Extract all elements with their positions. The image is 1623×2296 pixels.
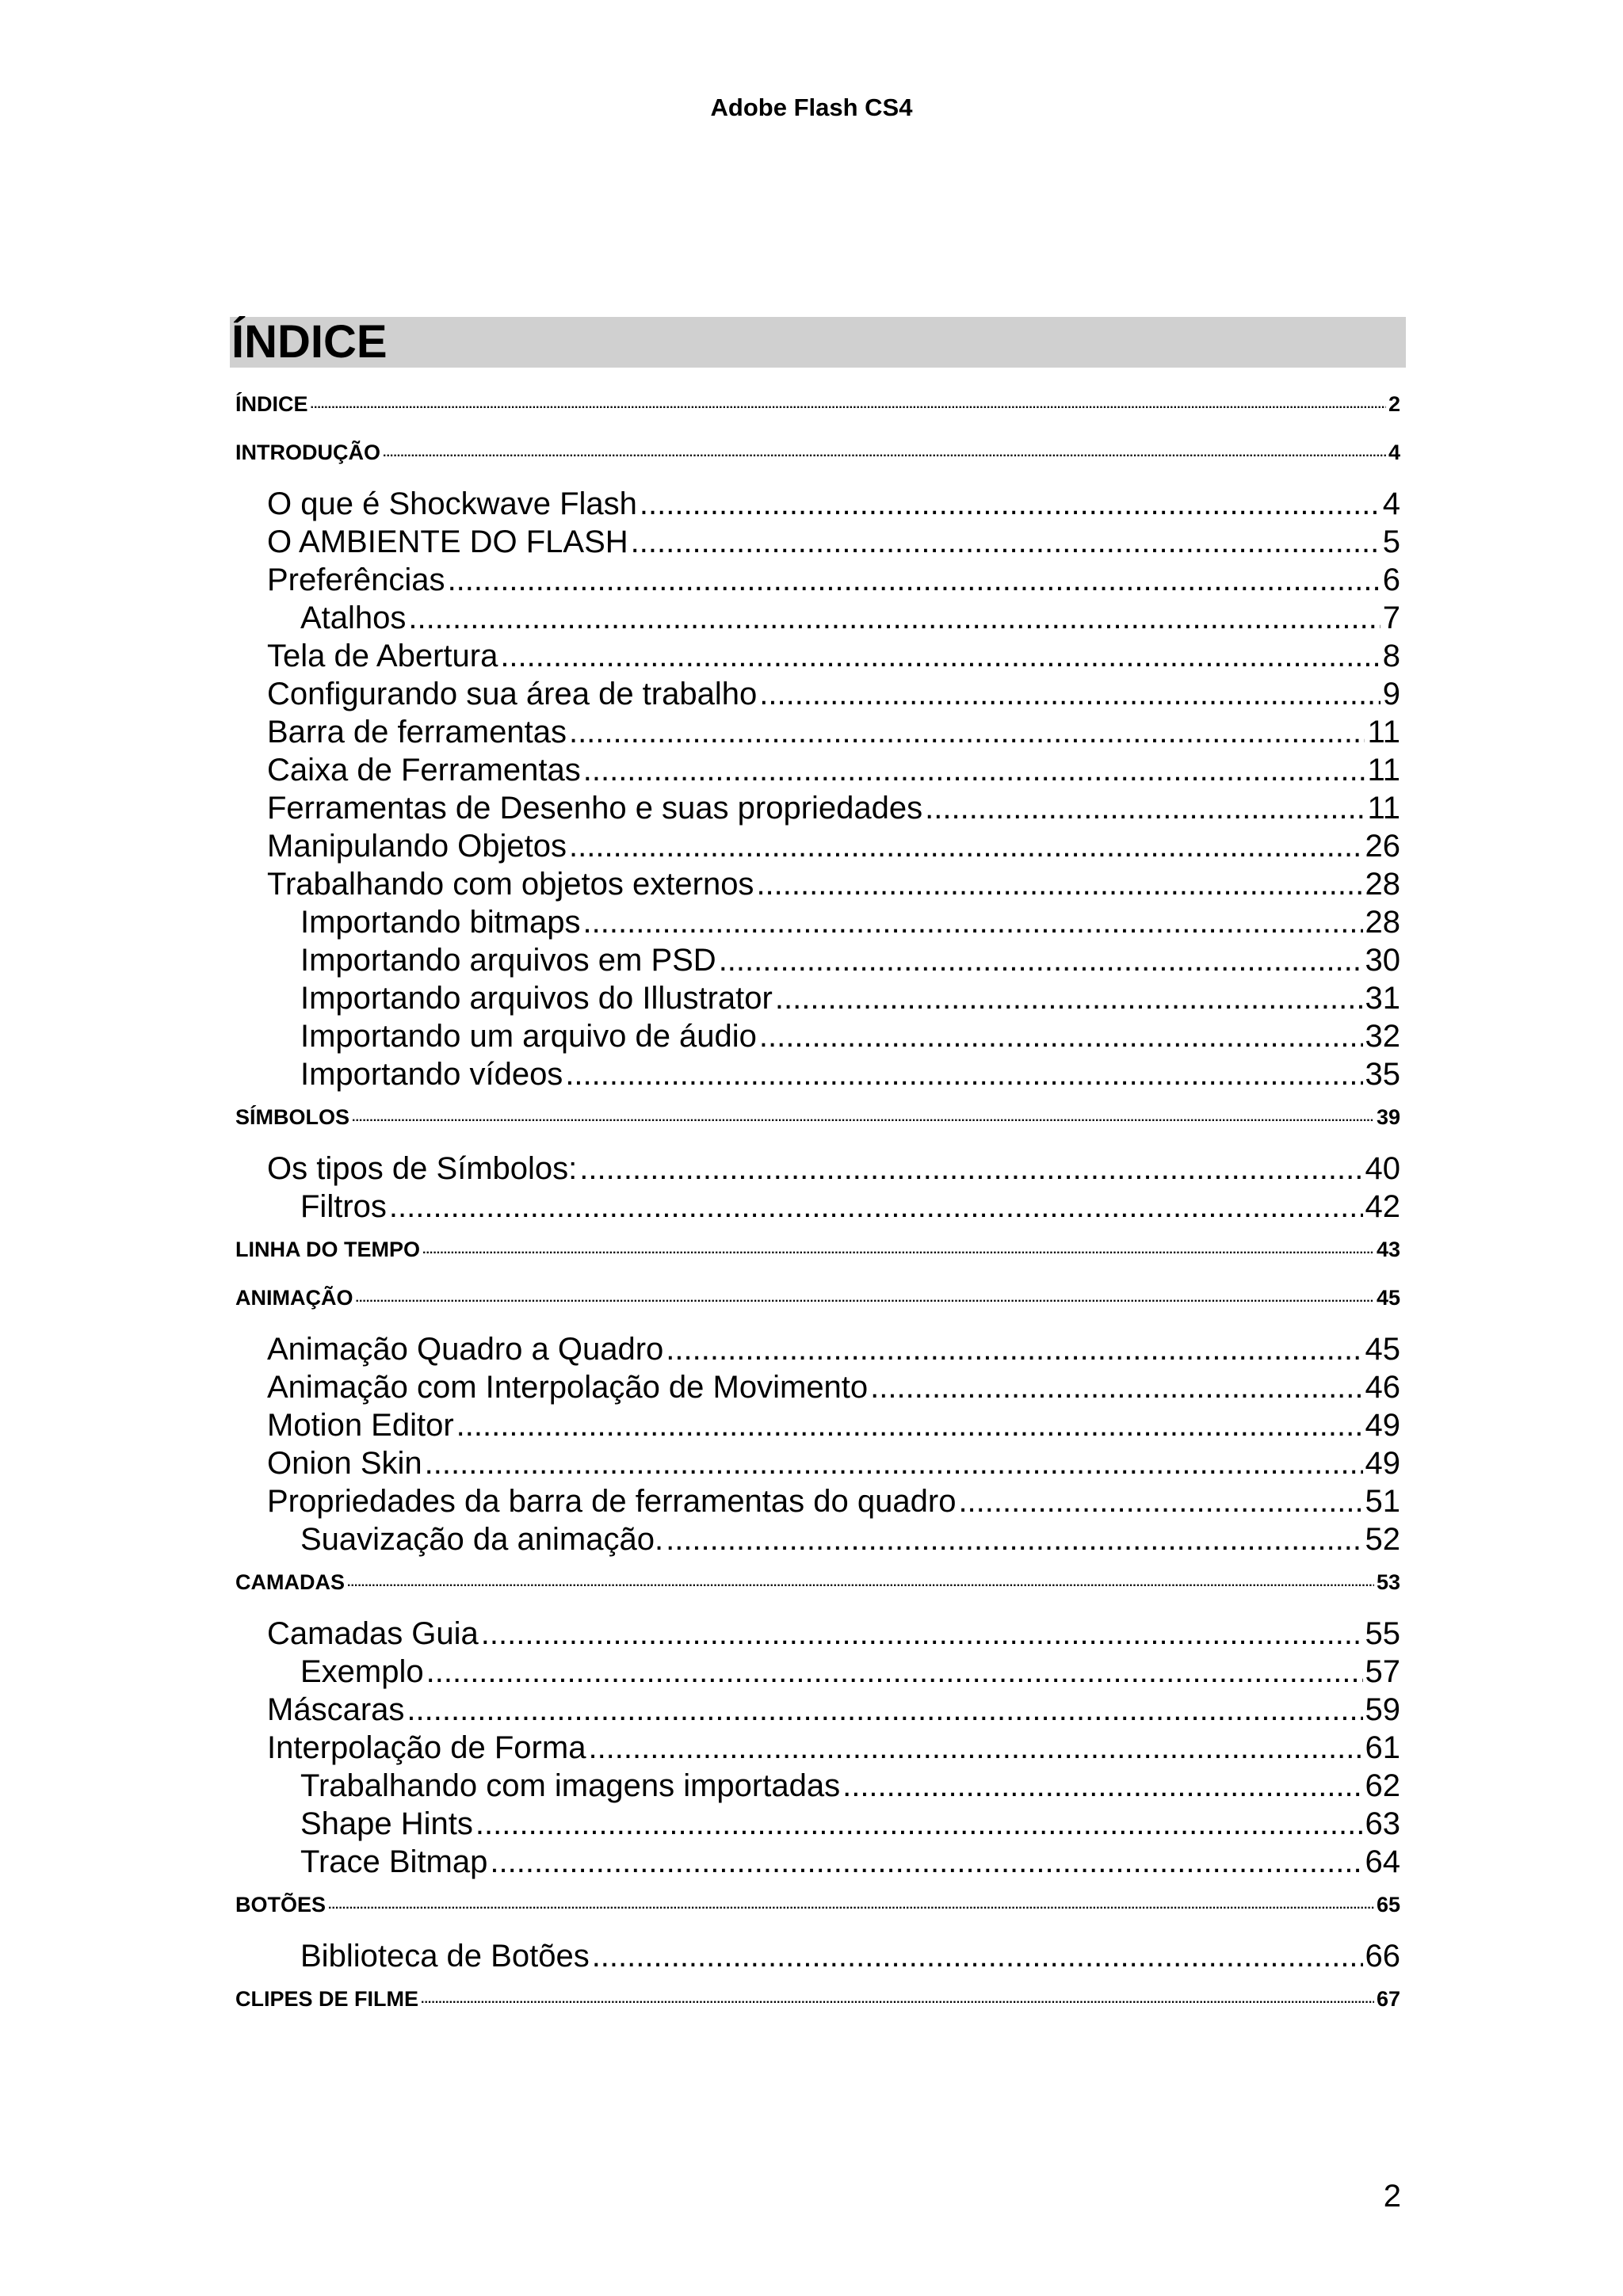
section-title: ÍNDICE [231, 316, 388, 368]
toc-entry-page: 4 [1382, 486, 1400, 521]
toc-entry-page: 8 [1382, 639, 1400, 673]
toc-entry-title: Animação Quadro a Quadro [267, 1332, 664, 1367]
toc-entry-title: Onion Skin [267, 1446, 422, 1481]
toc-chapter-entry[interactable] [235, 1274, 1400, 1322]
toc-entry-page: 4 [1388, 441, 1400, 464]
toc-entry[interactable] [300, 941, 1400, 979]
toc-entry-page: 51 [1365, 1484, 1400, 1519]
toc-entry[interactable] [300, 1520, 1400, 1558]
table-of-contents [0, 380, 1623, 2023]
toc-entry-title: CAMADAS [235, 1570, 345, 1594]
dot-leader [347, 1558, 1374, 1607]
toc-entry-title: Os tipos de Símbolos: [267, 1151, 578, 1186]
toc-entry-title: ÍNDICE [235, 392, 308, 416]
toc-entry-title: Preferências [267, 563, 445, 597]
dot-leader [475, 1805, 1363, 1843]
dot-leader [719, 941, 1363, 979]
toc-chapter-entry[interactable] [235, 380, 1400, 429]
dot-leader [640, 485, 1381, 523]
dot-leader [569, 827, 1362, 865]
toc-entry-page: 7 [1382, 601, 1400, 635]
toc-entry-page: 53 [1376, 1570, 1400, 1594]
toc-entry-title: Shape Hints [300, 1806, 473, 1841]
dot-leader [592, 1937, 1363, 1975]
toc-chapter-entry[interactable] [235, 1881, 1400, 1929]
toc-entry[interactable] [300, 1017, 1400, 1055]
dot-leader [407, 1691, 1362, 1729]
toc-chapter-entry[interactable] [235, 1975, 1400, 2023]
toc-entry[interactable] [267, 827, 1400, 865]
toc-entry-title: Animação com Interpolação de Movimento [267, 1370, 869, 1405]
toc-entry[interactable] [300, 1937, 1400, 1975]
toc-entry[interactable] [267, 637, 1400, 675]
toc-entry[interactable] [267, 523, 1400, 561]
toc-entry-title: Exemplo [300, 1654, 424, 1689]
toc-chapter-entry[interactable] [235, 1093, 1400, 1142]
toc-entry-page: 52 [1365, 1522, 1400, 1557]
toc-entry-title: Atalhos [300, 601, 407, 635]
toc-entry-title: Motion Editor [267, 1408, 454, 1443]
toc-entry[interactable] [267, 789, 1400, 827]
toc-entry-title: Trace Bitmap [300, 1844, 488, 1879]
toc-entry-title: Tela de Abertura [267, 639, 498, 673]
toc-entry-title: Configurando sua área de trabalho [267, 677, 758, 711]
toc-entry-page: 63 [1365, 1806, 1400, 1841]
dot-leader [569, 713, 1365, 751]
toc-entry-page: 62 [1365, 1768, 1400, 1803]
dot-leader [958, 1482, 1362, 1520]
toc-entry[interactable] [300, 1653, 1400, 1691]
dot-leader [425, 1444, 1363, 1482]
dot-leader [311, 380, 1386, 429]
toc-entry[interactable] [300, 1843, 1400, 1881]
spacer [0, 1322, 1623, 1330]
dot-leader [583, 903, 1363, 941]
toc-entry-page: 49 [1365, 1446, 1400, 1481]
toc-entry[interactable] [267, 485, 1400, 523]
dot-leader [328, 1881, 1374, 1929]
toc-entry[interactable] [300, 903, 1400, 941]
dot-leader [775, 979, 1363, 1017]
section-title-bar [230, 317, 1406, 368]
toc-entry-title: Biblioteca de Botões [300, 1939, 590, 1974]
dot-leader [579, 1150, 1362, 1188]
dot-leader [666, 1330, 1362, 1368]
toc-entry-title: Trabalhando com objetos externos [267, 867, 754, 902]
toc-entry-page: 57 [1365, 1654, 1400, 1689]
toc-entry-title: Importando vídeos [300, 1057, 563, 1092]
toc-entry-title: Barra de ferramentas [267, 715, 567, 749]
toc-entry-title: Importando arquivos em PSD [300, 943, 716, 978]
toc-entry-page: 32 [1365, 1019, 1400, 1054]
dot-leader [565, 1055, 1362, 1093]
toc-entry-page: 61 [1365, 1730, 1400, 1765]
toc-entry-title: Importando um arquivo de áudio [300, 1019, 757, 1054]
dot-leader [500, 637, 1380, 675]
toc-entry[interactable] [267, 1330, 1400, 1368]
toc-entry-title: LINHA DO TEMPO [235, 1238, 420, 1261]
toc-entry[interactable] [267, 675, 1400, 713]
toc-entry-page: 45 [1376, 1286, 1400, 1310]
toc-chapter-entry[interactable] [235, 1558, 1400, 1607]
dot-leader [426, 1653, 1363, 1691]
toc-entry[interactable] [300, 1805, 1400, 1843]
running-header: Adobe Flash CS4 [710, 93, 913, 121]
toc-entry[interactable] [300, 1767, 1400, 1805]
dot-leader [448, 561, 1381, 599]
toc-entry-page: 59 [1365, 1692, 1400, 1727]
toc-entry-title: Máscaras [267, 1692, 405, 1727]
dot-leader [759, 675, 1381, 713]
toc-entry[interactable] [267, 1368, 1400, 1406]
toc-entry-page: 31 [1365, 981, 1400, 1016]
dot-leader [456, 1406, 1363, 1444]
spacer [0, 1607, 1623, 1615]
spacer [0, 477, 1623, 485]
toc-entry-page: 39 [1376, 1105, 1400, 1129]
toc-entry-title: Caixa de Ferramentas [267, 753, 581, 788]
toc-entry-title: Interpolação de Forma [267, 1730, 586, 1765]
toc-entry[interactable] [267, 1482, 1400, 1520]
toc-entry-page: 2 [1388, 392, 1400, 416]
toc-entry[interactable] [267, 713, 1400, 751]
toc-entry[interactable] [267, 1729, 1400, 1767]
dot-leader [631, 523, 1381, 561]
dot-leader [422, 1226, 1374, 1274]
dot-leader [842, 1767, 1362, 1805]
toc-entry-page: 30 [1365, 943, 1400, 978]
dot-leader [352, 1093, 1374, 1142]
toc-entry-page: 45 [1365, 1332, 1400, 1367]
toc-entry-title: INTRODUÇÃO [235, 441, 380, 464]
toc-entry-title: Filtros [300, 1189, 387, 1224]
dot-leader [588, 1729, 1362, 1767]
spacer [0, 1142, 1623, 1150]
toc-entry-title: BOTÕES [235, 1893, 327, 1917]
dot-leader [756, 865, 1362, 903]
toc-entry-page: 26 [1365, 829, 1400, 864]
toc-entry[interactable] [267, 1444, 1400, 1482]
toc-entry[interactable] [267, 865, 1400, 903]
toc-entry[interactable] [267, 751, 1400, 789]
toc-entry[interactable] [267, 561, 1400, 599]
dot-leader [583, 751, 1365, 789]
toc-entry-page: 55 [1365, 1616, 1400, 1651]
toc-entry[interactable] [267, 1691, 1400, 1729]
toc-entry-title: Ferramentas de Desenho e suas propriedades [267, 791, 923, 826]
toc-entry-page: 11 [1367, 715, 1400, 749]
toc-entry-page: 6 [1382, 563, 1400, 597]
toc-entry-title: ANIMAÇÃO [235, 1286, 353, 1310]
toc-entry-page: 64 [1365, 1844, 1400, 1879]
toc-entry-title: Importando bitmaps [300, 905, 581, 940]
toc-entry-page: 9 [1382, 677, 1400, 711]
toc-entry-title: Importando arquivos do Illustrator [300, 981, 773, 1016]
toc-entry[interactable] [267, 1406, 1400, 1444]
toc-entry-title: Propriedades da barra de ferramentas do quadro [267, 1484, 957, 1519]
dot-leader [490, 1843, 1362, 1881]
dot-leader [759, 1017, 1363, 1055]
toc-entry[interactable] [267, 1615, 1400, 1653]
toc-entry-title: O AMBIENTE DO FLASH [267, 524, 628, 559]
toc-entry-page: 42 [1365, 1189, 1400, 1224]
toc-entry[interactable] [300, 1055, 1400, 1093]
toc-entry-title: Manipulando Objetos [267, 829, 567, 864]
page-number: 2 [1383, 2179, 1401, 2214]
toc-chapter-entry[interactable] [235, 1226, 1400, 1274]
dot-leader [421, 1975, 1374, 2023]
toc-entry-page: 35 [1365, 1057, 1400, 1092]
toc-entry-page: 11 [1367, 791, 1400, 826]
toc-entry-page: 67 [1376, 1987, 1400, 2011]
toc-entry[interactable] [267, 1150, 1400, 1188]
spacer [0, 1929, 1623, 1937]
toc-entry-title: CLIPES DE FILME [235, 1987, 419, 2011]
toc-entry[interactable] [300, 599, 1400, 637]
dot-leader [383, 429, 1386, 477]
toc-entry-page: 11 [1367, 753, 1400, 788]
toc-entry-title: Camadas Guia [267, 1616, 479, 1651]
toc-entry-title: Trabalhando com imagens importadas [300, 1768, 841, 1803]
dot-leader [666, 1520, 1362, 1558]
toc-entry[interactable] [300, 1188, 1400, 1226]
toc-entry-page: 46 [1365, 1370, 1400, 1405]
toc-entry-page: 49 [1365, 1408, 1400, 1443]
toc-entry-title: SÍMBOLOS [235, 1105, 350, 1129]
dot-leader [408, 599, 1380, 637]
toc-entry-page: 40 [1365, 1151, 1400, 1186]
toc-entry-page: 28 [1365, 867, 1400, 902]
toc-chapter-entry[interactable] [235, 429, 1400, 477]
dot-leader [870, 1368, 1362, 1406]
toc-entry-title: O que é Shockwave Flash [267, 486, 637, 521]
dot-leader [356, 1274, 1374, 1322]
toc-entry-page: 43 [1376, 1238, 1400, 1261]
toc-entry-page: 28 [1365, 905, 1400, 940]
dot-leader [481, 1615, 1363, 1653]
toc-entry-page: 65 [1376, 1893, 1400, 1917]
toc-entry[interactable] [300, 979, 1400, 1017]
dot-leader [389, 1188, 1363, 1226]
toc-entry-title: Suavização da animação. [300, 1522, 664, 1557]
dot-leader [925, 789, 1365, 827]
toc-entry-page: 66 [1365, 1939, 1400, 1974]
toc-entry-page: 5 [1382, 524, 1400, 559]
